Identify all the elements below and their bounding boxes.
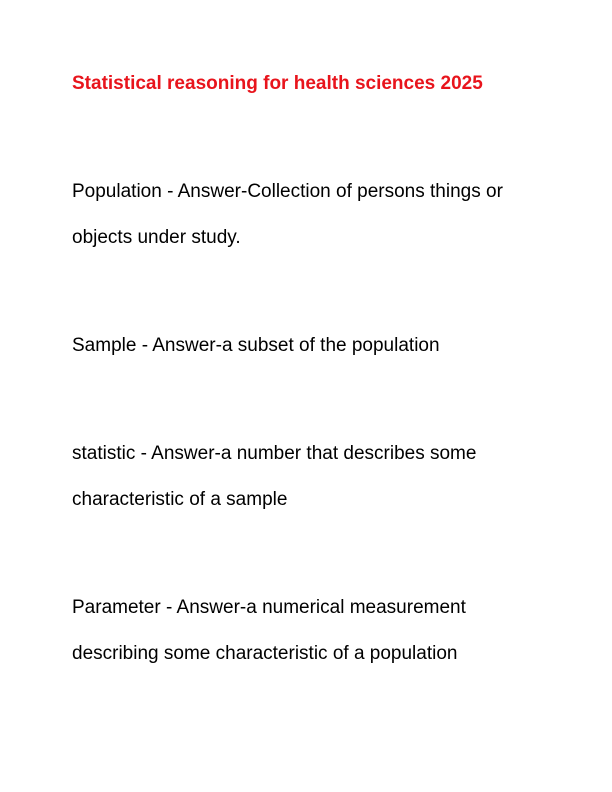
definition-parameter bbox=[72, 585, 542, 677]
definition-line: Parameter - Answer-a numerical measurement bbox=[72, 597, 466, 618]
definition-line: objects under study. bbox=[72, 227, 241, 248]
definition-sample bbox=[72, 323, 542, 369]
definition-statistic bbox=[72, 431, 542, 523]
definition-line: describing some characteristic of a population bbox=[72, 643, 458, 664]
definition-population bbox=[72, 169, 542, 261]
definition-line: statistic - Answer-a number that describes some bbox=[72, 443, 477, 464]
definition-line: Sample - Answer-a subset of the population bbox=[72, 335, 440, 356]
document-title: Statistical reasoning for health sciences 2025 bbox=[72, 73, 483, 94]
definition-line: characteristic of a sample bbox=[72, 489, 288, 510]
definition-line: Population - Answer-Collection of persons things or bbox=[72, 181, 503, 202]
